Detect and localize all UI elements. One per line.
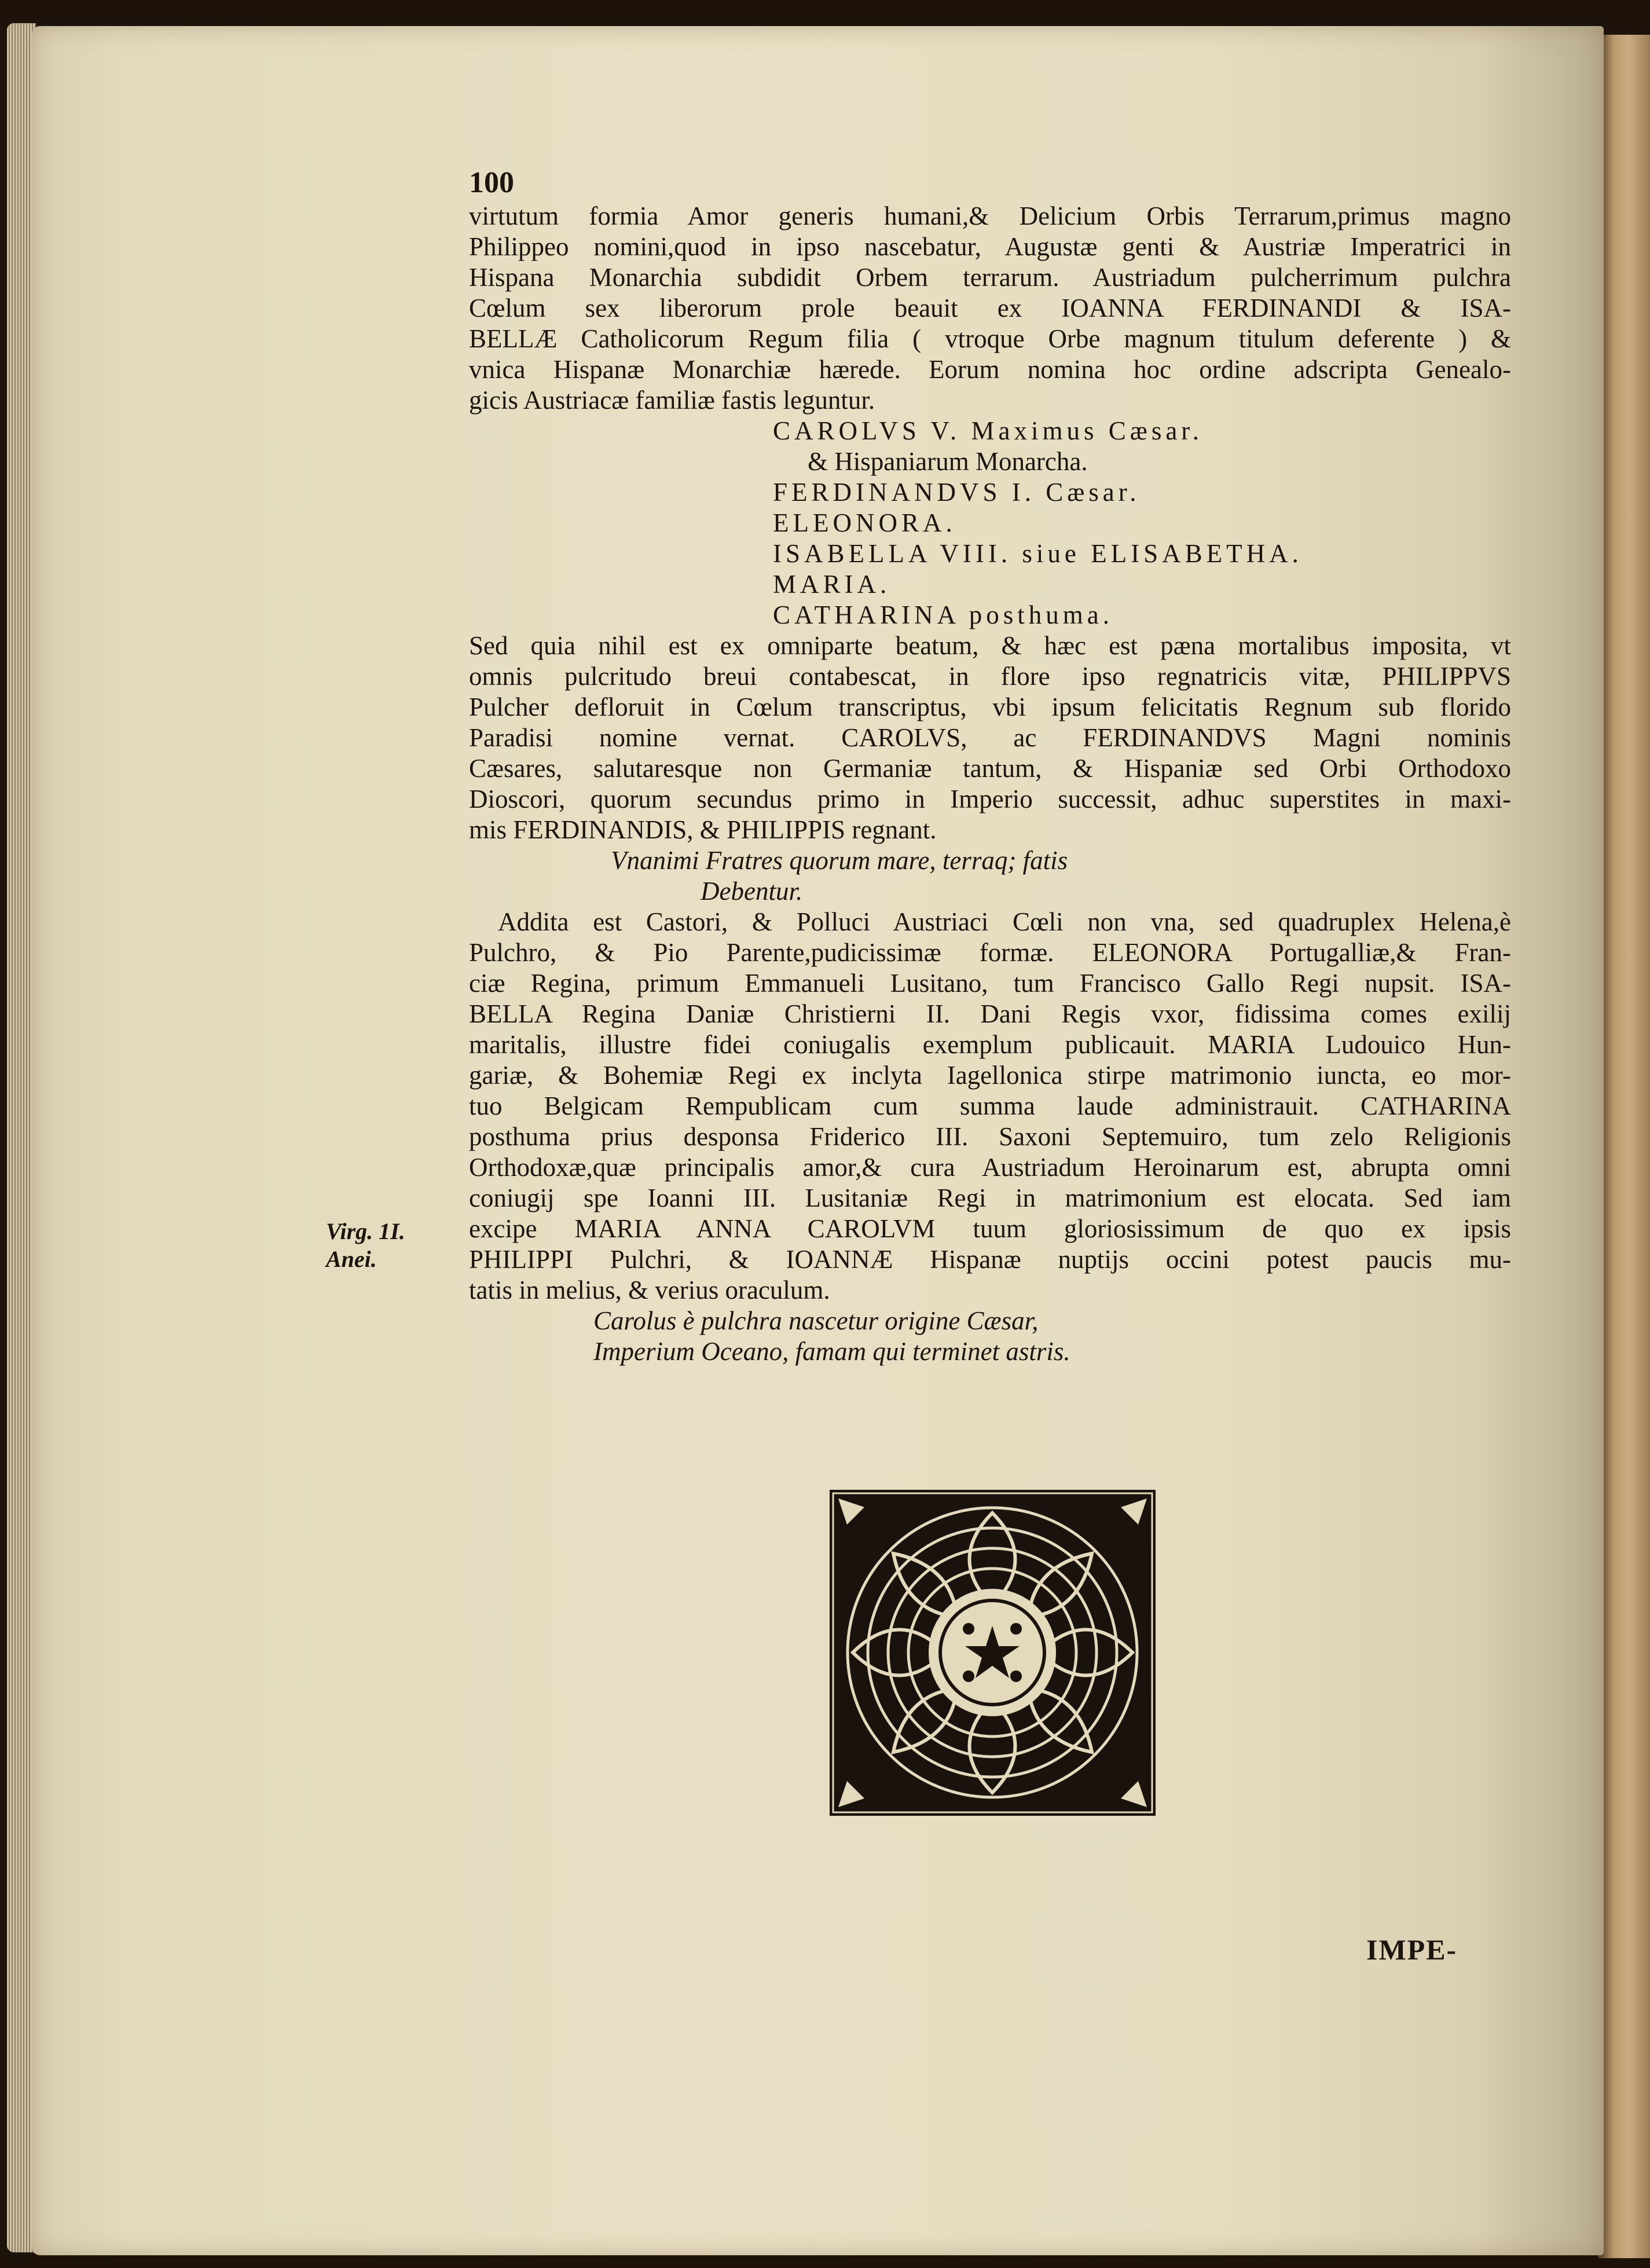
text-line: mis FERDINANDIS, & PHILIPPIS regnant.	[469, 815, 937, 844]
text-line: PHILIPPI Pulchri, & IOANNÆ Hispanæ nuptijs occini potest paucis mu-	[469, 1245, 1511, 1274]
marginal-note-line: Anei.	[326, 1246, 377, 1272]
genealogy-item: CATHARINA posthuma.	[773, 600, 1114, 629]
text-line: coniugij spe Ioanni III. Lusitaniæ Regi in matrimonium est elocata. Sed iam	[469, 1184, 1511, 1212]
text-line: BELLÆ Catholicorum Regum filia ( vtroque Orbe magnum titulum deferente ) &	[469, 324, 1511, 353]
text-line: BELLA Regina Daniæ Christierni II. Dani Regis vxor, fidissima comes exilij	[469, 999, 1511, 1028]
verse-line: Vnanimi Fratres quorum mare, terraq; fatis	[611, 846, 1068, 875]
text-line: posthuma prius desponsa Friderico III. Saxoni Septemuiro, tum zelo Religionis	[469, 1122, 1511, 1151]
text-line: Cœlum sex liberorum prole beauit ex IOANNA FERDINANDI & ISA-	[469, 294, 1511, 323]
text-line: Sed quia nihil est ex omniparte beatum, & hæc est pæna mortalibus imposita, vt	[469, 631, 1511, 660]
text-line: tatis in melius, & verius oraculum.	[469, 1276, 830, 1305]
catchword: IMPE-	[1366, 1933, 1458, 1966]
facing-page-edge	[1598, 35, 1650, 2258]
text-block	[469, 165, 1511, 1367]
text-line: gariæ, & Bohemiæ Regi ex inclyta Iagellonica stirpe matrimonio iuncta, eo mor-	[469, 1061, 1511, 1090]
text-line: virtutum formia Amor generis humani,& Delicium Orbis Terrarum,primus magno	[469, 201, 1511, 230]
genealogy-item: ELEONORA.	[773, 508, 956, 537]
text-line: Philippeo nomini,quod in ipso nascebatur, Augustæ genti & Austriæ Imperatrici in	[469, 232, 1511, 261]
text-line: Paradisi nomine vernat. CAROLVS, ac FERDINANDVS Magni nominis	[469, 723, 1511, 752]
genealogy-item: MARIA.	[773, 570, 891, 599]
marginal-note-line: Virg. 1I.	[326, 1218, 405, 1244]
text-line: Pulchro, & Pio Parente,pudicissimæ formæ. ELEONORA Portugalliæ,& Fran-	[469, 938, 1511, 967]
text-line: vnica Hispanæ Monarchiæ hærede. Eorum nomina hoc ordine adscripta Genealo-	[469, 355, 1511, 384]
text-line: Addita est Castori, & Polluci Austriaci Cœli non vna, sed quadruplex Helena,è	[498, 907, 1511, 936]
genealogy-item: FERDINANDVS I. Cæsar.	[773, 478, 1141, 507]
genealogy-item: CAROLVS V. Maximus Cæsar.	[773, 416, 1204, 445]
text-line: omnis pulcritudo breui contabescat, in flore ipso regnatricis vitæ, PHILIPPVS	[469, 662, 1511, 691]
text-line: Orthodoxæ,quæ principalis amor,& cura Austriadum Heroinarum est, abrupta omni	[469, 1153, 1511, 1182]
text-line: Dioscori, quorum secundus primo in Imperio successit, adhuc superstites in maxi-	[469, 785, 1511, 814]
text-line: Cæsares, salutaresque non Germaniæ tantum, & Hispaniæ sed Orbi Orthodoxo	[469, 754, 1511, 783]
text-line: excipe MARIA ANNA CAROLVM tuum gloriosissimum de quo ex ipsis	[469, 1214, 1511, 1243]
genealogy-item: & Hispaniarum Monarcha.	[808, 447, 1088, 476]
text-line: ciæ Regina, primum Emmanueli Lusitano, tum Francisco Gallo Regi nupsit. ISA-	[469, 969, 1511, 998]
woodcut-ornament-icon	[830, 1490, 1156, 1816]
verse-line: Debentur.	[701, 877, 803, 906]
text-line: Pulcher defloruit in Cœlum transcriptus, vbi ipsum felicitatis Regnum sub florido	[469, 693, 1511, 721]
text-line: tuo Belgicam Rempublicam cum summa laude administrauit. CATHARINA	[469, 1091, 1511, 1120]
text-line: Hispana Monarchia subdidit Orbem terrarum. Austriadum pulcherrimum pulchra	[469, 263, 1511, 292]
genealogy-item: ISABELLA VIII. siue ELISABETHA.	[773, 539, 1303, 568]
verse-line: Imperium Oceano, famam qui terminet astris.	[593, 1337, 1070, 1366]
text-line: maritalis, illustre fidei coniugalis exemplum publicauit. MARIA Ludouico Hun-	[469, 1030, 1511, 1059]
page-number: 100	[469, 166, 514, 199]
verse-line: Carolus è pulchra nascetur origine Cæsar,	[593, 1306, 1039, 1335]
text-line: gicis Austriacæ familiæ fastis leguntur.	[469, 386, 875, 415]
marginal-note	[326, 1218, 405, 1273]
